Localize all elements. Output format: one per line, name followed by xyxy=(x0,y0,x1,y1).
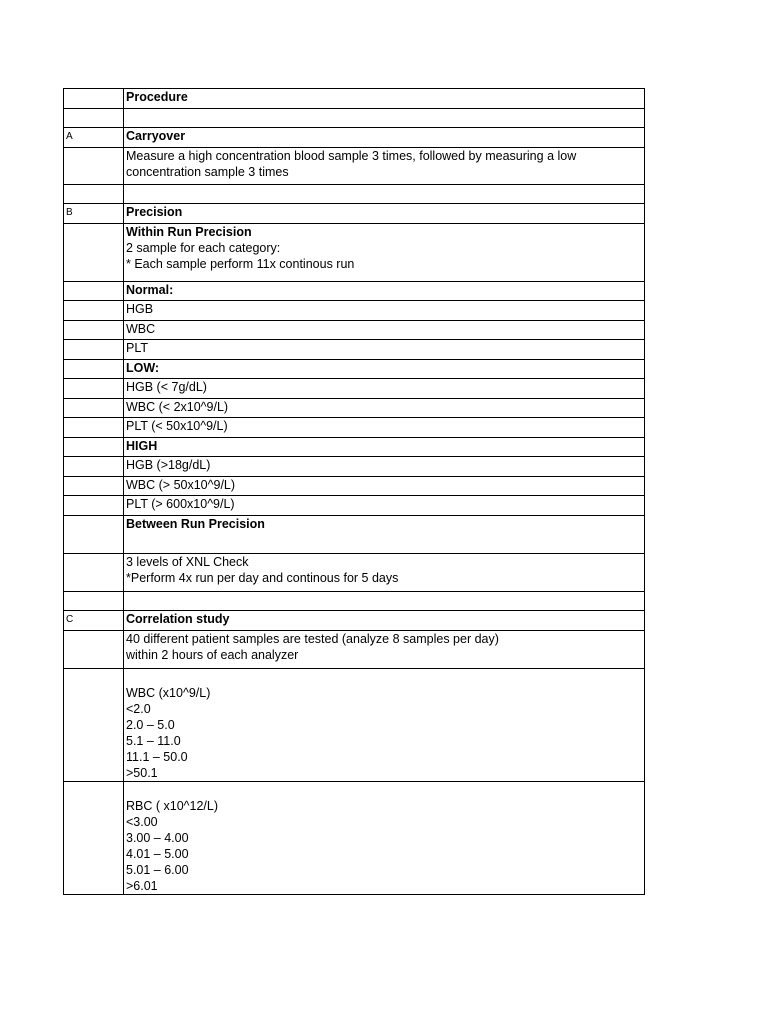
procedure-text-line: WBC (< 2x10^9/L) xyxy=(126,400,229,414)
table-row xyxy=(64,611,645,631)
procedure-text-line xyxy=(126,782,642,798)
procedure-cell xyxy=(124,457,645,477)
table-row xyxy=(64,496,645,516)
procedure-text-line: <3.00 xyxy=(126,815,158,829)
section-code-cell xyxy=(64,457,124,477)
procedure-heading: LOW: xyxy=(126,361,160,375)
section-code-cell xyxy=(64,669,124,782)
procedure-table-body xyxy=(64,89,645,895)
section-code-cell xyxy=(64,477,124,496)
table-row xyxy=(64,224,645,282)
procedure-text-line: concentration sample 3 times xyxy=(126,165,289,179)
table-row xyxy=(64,554,645,592)
section-code-cell xyxy=(64,321,124,340)
procedure-cell xyxy=(124,592,645,611)
procedure-cell xyxy=(124,399,645,418)
procedure-cell xyxy=(124,554,645,592)
section-code-cell: B xyxy=(64,204,124,224)
procedure-cell xyxy=(124,611,645,631)
procedure-heading: Normal: xyxy=(126,283,174,297)
table-row xyxy=(64,109,645,128)
procedure-text-line: HGB (>18g/dL) xyxy=(126,458,211,472)
procedure-cell xyxy=(124,148,645,185)
procedure-cell xyxy=(124,340,645,360)
procedure-cell xyxy=(124,631,645,669)
section-code-cell xyxy=(64,148,124,185)
table-row xyxy=(64,148,645,185)
table-row xyxy=(64,301,645,321)
table-row xyxy=(64,438,645,457)
procedure-heading: Correlation study xyxy=(126,612,230,626)
procedure-cell xyxy=(124,109,645,128)
procedure-text-line: 3 levels of XNL Check xyxy=(126,555,249,569)
procedure-cell xyxy=(124,204,645,224)
procedure-text-line: WBC xyxy=(126,322,156,336)
procedure-text-line: Measure a high concentration blood sample 3 times, followed by measuring a low xyxy=(126,149,577,163)
procedure-text-line: *Perform 4x run per day and continous for 5 days xyxy=(126,571,399,585)
section-code-cell xyxy=(64,340,124,360)
procedure-text-line: >6.01 xyxy=(126,879,158,893)
section-code-cell xyxy=(64,301,124,321)
procedure-cell xyxy=(124,516,645,554)
table-row xyxy=(64,89,645,109)
procedure-text-line: RBC ( x10^12/L) xyxy=(126,799,219,813)
section-code-cell xyxy=(64,379,124,399)
table-row xyxy=(64,128,645,148)
section-code-cell xyxy=(64,360,124,379)
procedure-text-line xyxy=(126,669,642,685)
table-row xyxy=(64,669,645,782)
procedure-text-line: WBC (x10^9/L) xyxy=(126,686,211,700)
table-row xyxy=(64,457,645,477)
section-code-cell xyxy=(64,438,124,457)
procedure-text-line: WBC (> 50x10^9/L) xyxy=(126,478,236,492)
procedure-text-line: PLT (> 600x10^9/L) xyxy=(126,497,235,511)
procedure-text-line: 5.1 – 11.0 xyxy=(126,734,181,748)
table-row xyxy=(64,477,645,496)
procedure-cell xyxy=(124,379,645,399)
procedure-text-line: 5.01 – 6.00 xyxy=(126,863,189,877)
table-row xyxy=(64,782,645,895)
table-row xyxy=(64,592,645,611)
table-row xyxy=(64,185,645,204)
table-row xyxy=(64,631,645,669)
section-code-cell xyxy=(64,592,124,611)
procedure-cell xyxy=(124,224,645,282)
section-code-cell xyxy=(64,782,124,895)
procedure-text-line: 40 different patient samples are tested (analyze 8 samples per day) xyxy=(126,632,499,646)
procedure-text-line: <2.0 xyxy=(126,702,151,716)
section-code-cell xyxy=(64,399,124,418)
section-code-cell xyxy=(64,185,124,204)
procedure-text-line: 4.01 – 5.00 xyxy=(126,847,189,861)
procedure-text-line: * Each sample perform 11x continous run xyxy=(126,257,355,271)
table-row xyxy=(64,516,645,554)
procedure-cell xyxy=(124,496,645,516)
procedure-cell xyxy=(124,128,645,148)
table-row xyxy=(64,321,645,340)
procedure-heading: HIGH xyxy=(126,439,158,453)
procedure-text-line: PLT xyxy=(126,341,148,355)
table-row xyxy=(64,418,645,438)
procedure-text-line: HGB xyxy=(126,302,154,316)
procedure-heading: Procedure xyxy=(126,90,188,104)
procedure-text-line: 11.1 – 50.0 xyxy=(126,750,188,764)
section-code-cell xyxy=(64,554,124,592)
section-code-cell xyxy=(64,89,124,109)
section-code-cell: C xyxy=(64,611,124,631)
section-code-cell xyxy=(64,282,124,301)
section-code-cell xyxy=(64,418,124,438)
procedure-cell xyxy=(124,477,645,496)
section-code-cell xyxy=(64,516,124,554)
procedure-text-line: 3.00 – 4.00 xyxy=(126,831,189,845)
procedure-heading: Carryover xyxy=(126,129,186,143)
section-code-cell xyxy=(64,496,124,516)
procedure-text-line: >50.1 xyxy=(126,766,158,780)
procedure-text-line: PLT (< 50x10^9/L) xyxy=(126,419,228,433)
procedure-cell xyxy=(124,185,645,204)
procedure-cell xyxy=(124,669,645,782)
table-row xyxy=(64,204,645,224)
table-row xyxy=(64,282,645,301)
procedure-cell xyxy=(124,301,645,321)
procedure-text-line: 2.0 – 5.0 xyxy=(126,718,175,732)
procedure-heading: Precision xyxy=(126,205,183,219)
procedure-text-line: HGB (< 7g/dL) xyxy=(126,380,207,394)
procedure-cell xyxy=(124,782,645,895)
procedure-cell xyxy=(124,89,645,109)
table-row xyxy=(64,379,645,399)
procedure-cell xyxy=(124,438,645,457)
procedure-cell xyxy=(124,360,645,379)
section-code-cell: A xyxy=(64,128,124,148)
procedure-cell xyxy=(124,321,645,340)
procedure-text-line: 2 sample for each category: xyxy=(126,241,281,255)
procedure-heading: Between Run Precision xyxy=(126,517,265,531)
section-code-cell xyxy=(64,224,124,282)
table-row xyxy=(64,360,645,379)
procedure-cell xyxy=(124,418,645,438)
procedure-text-line: within 2 hours of each analyzer xyxy=(126,648,299,662)
procedure-cell xyxy=(124,282,645,301)
table-row xyxy=(64,399,645,418)
section-code-cell xyxy=(64,109,124,128)
procedure-heading: Within Run Precision xyxy=(126,225,252,239)
section-code-cell xyxy=(64,631,124,669)
table-row xyxy=(64,340,645,360)
procedure-table xyxy=(63,88,645,895)
